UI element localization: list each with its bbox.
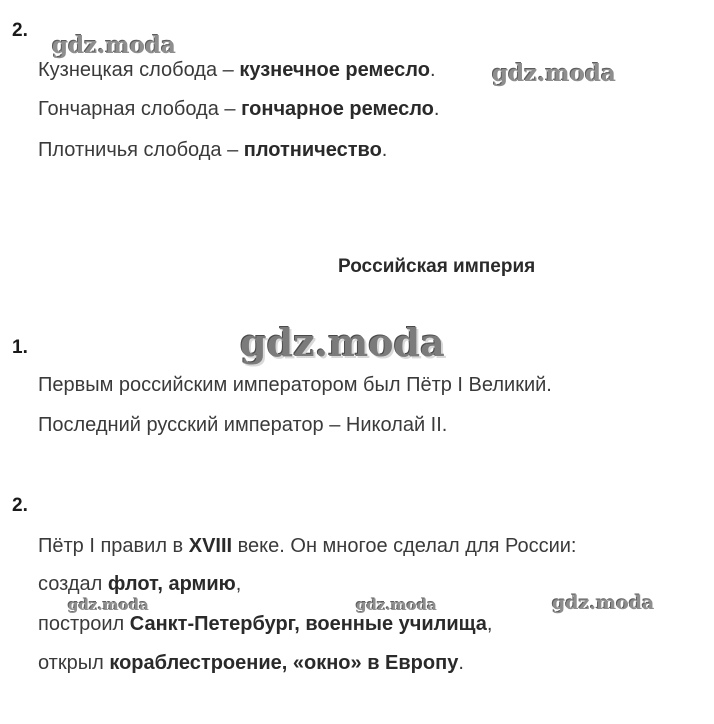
text-line (38, 97, 439, 121)
watermark-logo: gdz.moda (52, 32, 176, 59)
text-plain: открыл (38, 652, 110, 674)
text-plain: , (486, 613, 493, 635)
text-tail: . (381, 139, 388, 161)
text-line: Последний русский император – Николай II. (38, 414, 448, 436)
text-plain: Плотничья слобода – (38, 139, 244, 161)
text-plain: Кузнецкая слобода – (38, 59, 240, 81)
text-bold: кузнечное ремесло (239, 59, 430, 81)
text-bold: Санкт-Петербург, военные училища (129, 613, 487, 635)
text-bold: XVIII (188, 535, 233, 557)
text-line (38, 138, 387, 162)
text-plain: построил (38, 613, 130, 635)
item-number: 1. (12, 337, 28, 358)
section-heading: Российская империя (338, 256, 536, 277)
text-tail: . (429, 59, 436, 81)
watermark-logo: gdz.moda (356, 596, 437, 614)
item-number: 2. (12, 20, 28, 41)
text-plain: Пётр I правил в (38, 535, 189, 557)
text-line (38, 58, 436, 82)
text-tail: . (433, 98, 440, 120)
text-plain: , (235, 573, 242, 595)
text-line (38, 572, 241, 596)
text-plain: создал (38, 573, 108, 595)
text-plain: Гончарная слобода – (38, 98, 242, 120)
text-line (38, 612, 492, 636)
text-line (38, 534, 576, 558)
watermark-logo: gdz.moda (240, 320, 445, 365)
text-line (38, 651, 464, 675)
item-number: 2. (12, 495, 28, 516)
text-plain: веке. Он многое сделал для России: (232, 535, 577, 557)
watermark-logo: gdz.moda (552, 592, 655, 614)
watermark-logo: gdz.moda (492, 60, 616, 87)
text-line: Первым российским императором был Пётр I Великий. (38, 374, 552, 396)
watermark-logo: gdz.moda (68, 596, 149, 614)
text-bold: плотничество (243, 139, 382, 161)
text-bold: кораблестроение, «окно» в Европу (109, 652, 459, 674)
text-bold: флот, армию (107, 573, 236, 595)
text-plain: . (458, 652, 464, 674)
text-bold: гончарное ремесло (241, 98, 434, 120)
